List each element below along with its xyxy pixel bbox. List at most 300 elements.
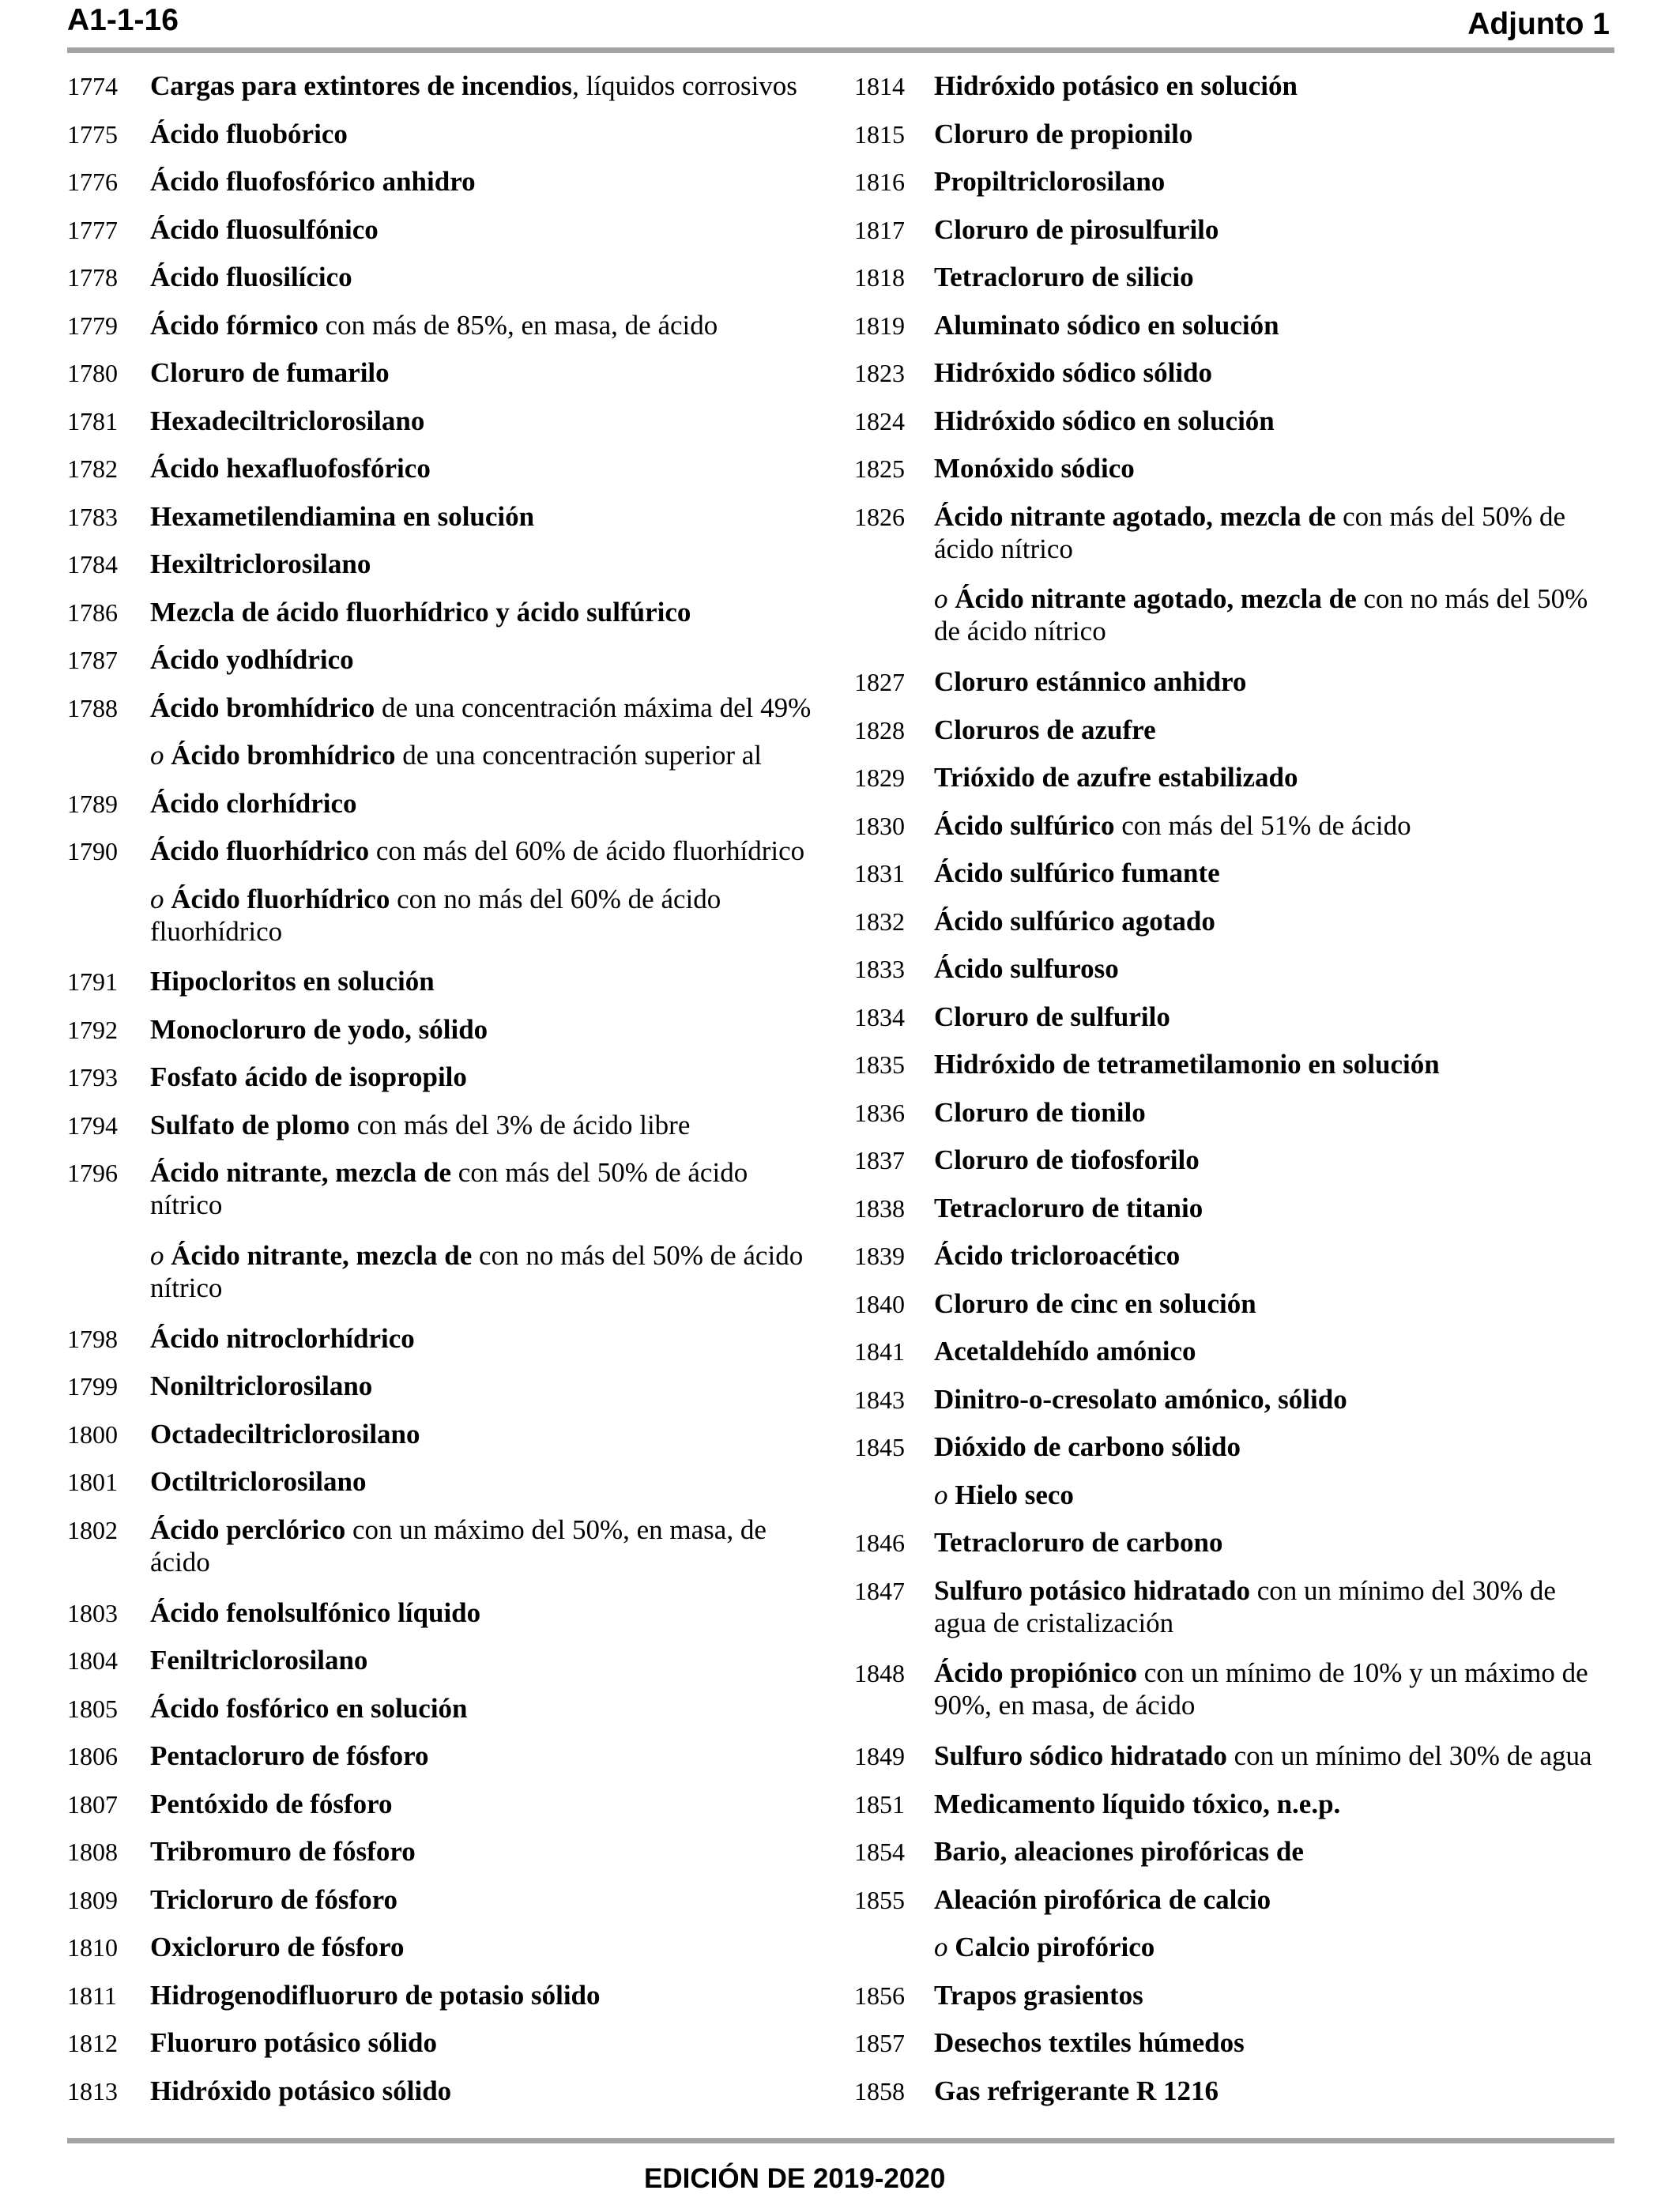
entry-line-continued: nítrico	[150, 1189, 223, 1221]
entry-description	[934, 356, 1212, 389]
entry-description	[150, 1061, 467, 1093]
substance-qualifier: con más del 50% de	[1343, 500, 1566, 532]
substance-name: Hidróxido sódico en solución	[934, 405, 1275, 436]
entry-description	[150, 1322, 415, 1355]
substance-name: Octiltriclorosilano	[150, 1466, 367, 1498]
un-number: 1796	[67, 1159, 118, 1188]
entry-line	[934, 1835, 1304, 1868]
entry-row	[854, 1788, 1613, 1820]
entry-description	[934, 70, 1298, 102]
entry-row	[67, 165, 818, 198]
substance-name: Ácido fluorhídrico	[150, 835, 370, 866]
un-number: 1787	[67, 646, 118, 674]
entry-line	[150, 309, 718, 341]
entry-row	[854, 761, 1613, 794]
substance-qualifier: con más del 3% de ácido libre	[356, 1109, 691, 1140]
entry-description	[150, 1013, 488, 1046]
substance-name: Bario, aleaciones pirofóricas de	[934, 1836, 1304, 1868]
un-list-right-column	[854, 70, 1613, 2122]
entry-line	[934, 500, 1565, 533]
substance-name: Monocloruro de yodo, sólido	[150, 1013, 488, 1045]
entry-line	[150, 165, 476, 198]
entry-line	[934, 905, 1215, 937]
un-number: 1781	[67, 406, 118, 435]
substance-name: Hexiltriclorosilano	[150, 548, 371, 579]
substance-name: Hidróxido potásico sólido	[150, 2075, 452, 2106]
entry-row	[854, 905, 1613, 937]
un-number: 1803	[67, 1598, 118, 1627]
un-number: 1792	[67, 1015, 118, 1044]
un-number: 1805	[67, 1694, 118, 1723]
un-number: 1848	[854, 1659, 905, 1688]
un-number: 1819	[854, 311, 905, 340]
entry-line	[150, 500, 534, 533]
un-number: 1801	[67, 1468, 118, 1497]
entry-row	[854, 500, 1613, 565]
entry-row	[854, 1479, 1613, 1511]
un-list-left-column	[67, 70, 818, 2122]
entry-row	[67, 1835, 818, 1868]
entry-row	[67, 452, 818, 484]
un-number: 1826	[854, 502, 905, 531]
entry-description	[934, 857, 1220, 889]
entry-line	[150, 1644, 367, 1676]
entry-line	[150, 1835, 416, 1868]
substance-name: Ácido fenolsulfónico líquido	[150, 1596, 481, 1628]
entry-line	[934, 1883, 1271, 1916]
entry-description	[150, 118, 348, 150]
substance-name: Trapos grasientos	[934, 1979, 1143, 2011]
entry-line	[150, 1514, 767, 1546]
attachment-label: Adjunto 1	[1467, 7, 1610, 41]
substance-name: Tricloruro de fósforo	[150, 1883, 398, 1915]
entry-row	[67, 1465, 818, 1498]
entry-row	[67, 835, 818, 867]
substance-name: Ácido fosfórico en solución	[150, 1692, 468, 1724]
substance-name: Ácido nitrante, mezcla de	[150, 1157, 452, 1189]
substance-qualifier: con no más del 50% de ácido	[479, 1240, 804, 1272]
un-number: 1808	[67, 1838, 118, 1867]
entry-description	[934, 1979, 1143, 2011]
un-number: 1804	[67, 1646, 118, 1676]
substance-name: Hidróxido sódico sólido	[934, 357, 1213, 388]
entry-description	[934, 905, 1215, 937]
entry-line-continued: agua de cristalización	[934, 1607, 1174, 1638]
entry-line	[934, 1048, 1440, 1080]
entry-row	[67, 965, 818, 997]
substance-name: Calcio pirofórico	[955, 1932, 1155, 1963]
entry-description	[934, 1431, 1241, 1463]
entry-row	[854, 1287, 1613, 1320]
entry-line	[150, 2075, 451, 2107]
entry-line	[150, 548, 371, 580]
entry-row	[67, 1979, 818, 2011]
entry-row	[854, 1574, 1613, 1639]
substance-name: Ácido bromhídrico	[171, 740, 396, 771]
un-number: 1802	[67, 1515, 118, 1544]
un-number: 1857	[854, 2029, 905, 2058]
un-number: 1845	[854, 1433, 905, 1462]
entry-description	[934, 1740, 1592, 1772]
entry-description	[150, 787, 357, 820]
un-number: 1825	[854, 454, 905, 483]
entry-description	[934, 1835, 1304, 1868]
entry-description	[934, 665, 1246, 698]
entry-row	[854, 1048, 1613, 1080]
entry-line	[934, 1383, 1347, 1416]
substance-qualifier: de una concentración superior al	[402, 740, 763, 771]
entry-row	[67, 787, 818, 820]
entry-row	[854, 1144, 1613, 1176]
entry-row	[854, 213, 1613, 246]
un-number: 1807	[67, 1789, 118, 1819]
substance-name: Monóxido sódico	[934, 453, 1135, 484]
substance-name: Ácido nitrante agotado, mezcla de	[955, 583, 1357, 615]
entry-description	[934, 405, 1275, 437]
substance-qualifier: con más del 60% de ácido fluorhídrico	[375, 835, 805, 866]
entry-row	[854, 1096, 1613, 1129]
entry-line	[934, 1239, 1180, 1272]
entry-line	[150, 787, 357, 820]
entry-line	[150, 1322, 415, 1355]
un-number: 1843	[854, 1385, 905, 1414]
entry-row	[67, 1061, 818, 1093]
un-number: 1829	[854, 763, 905, 793]
substance-qualifier: con más del 51% de ácido	[1121, 809, 1411, 841]
entry-description	[934, 582, 1588, 647]
entry-description	[934, 1001, 1170, 1033]
substance-name: Ácido nitrante agotado, mezcla de	[934, 500, 1336, 532]
substance-name: Hidróxido de tetrametilamonio en solución	[934, 1049, 1440, 1080]
substance-name: Desechos textiles húmedos	[934, 2027, 1245, 2059]
un-number: 1774	[67, 72, 118, 100]
substance-name: Propiltriclorosilano	[934, 166, 1166, 197]
substance-name: Acetaldehído amónico	[934, 1336, 1196, 1367]
un-number: 1800	[67, 1419, 118, 1449]
substance-name: Cloruro de pirosulfurilo	[934, 213, 1219, 245]
un-number: 1806	[67, 1742, 118, 1771]
substance-name: Hipocloritos en solución	[150, 966, 435, 997]
substance-name: Ácido perclórico	[150, 1514, 346, 1545]
entry-line	[934, 261, 1194, 293]
un-number: 1836	[854, 1098, 905, 1127]
un-number: 1834	[854, 1002, 905, 1031]
substance-name: Ácido fluorhídrico	[171, 883, 390, 914]
entry-description	[150, 500, 534, 533]
entry-description	[934, 761, 1298, 794]
entry-description	[150, 1788, 393, 1820]
un-number: 1856	[854, 1981, 905, 2010]
un-number: 1831	[854, 859, 905, 888]
entry-description	[934, 1526, 1223, 1559]
entry-description	[150, 213, 379, 246]
entry-row	[854, 165, 1613, 198]
entry-description	[934, 1335, 1196, 1367]
substance-name: Cloruro de tiofosforilo	[934, 1144, 1200, 1176]
entry-row	[67, 309, 818, 341]
substance-name: Aluminato sódico en solución	[934, 309, 1279, 341]
un-number: 1811	[67, 1981, 117, 2010]
alternative-marker: o	[150, 1240, 164, 1272]
entry-row	[854, 261, 1613, 293]
entry-row	[67, 1931, 818, 1963]
substance-qualifier: de una concentración máxima del 49%	[381, 692, 812, 723]
entry-description	[150, 356, 390, 389]
entry-line	[934, 1657, 1588, 1689]
un-number: 1778	[67, 263, 118, 292]
entry-line	[150, 1156, 748, 1189]
substance-name: Sulfuro potásico hidratado	[934, 1574, 1250, 1606]
entry-description	[150, 1692, 468, 1725]
substance-name: Ácido nitrante, mezcla de	[171, 1240, 473, 1272]
entry-row	[67, 1156, 818, 1221]
entry-description	[150, 1418, 420, 1450]
entry-description	[934, 714, 1156, 746]
entry-description	[150, 643, 354, 676]
entry-row	[854, 2075, 1613, 2107]
substance-name: Trióxido de azufre estabilizado	[934, 762, 1298, 794]
entry-line	[150, 1061, 467, 1093]
un-number: 1789	[67, 789, 118, 818]
substance-name: Ácido clorhídrico	[150, 787, 357, 819]
entry-description	[150, 739, 762, 771]
entry-line	[934, 582, 1588, 615]
entry-row	[854, 1657, 1613, 1721]
un-number: 1791	[67, 967, 118, 997]
entry-row	[854, 1835, 1613, 1868]
substance-name: Ácido sulfúrico agotado	[934, 905, 1215, 937]
un-number: 1832	[854, 907, 905, 936]
entry-description	[934, 1574, 1556, 1639]
substance-name: Tetracloruro de titanio	[934, 1192, 1203, 1223]
substance-name: Sulfato de plomo	[150, 1109, 350, 1140]
un-number: 1846	[854, 1529, 905, 1558]
entry-row	[67, 739, 818, 771]
entry-description	[150, 1644, 367, 1676]
substance-name: Ácido bromhídrico	[150, 692, 375, 723]
entry-line	[150, 692, 811, 724]
un-number: 1824	[854, 406, 905, 435]
substance-name: Fluoruro potásico sólido	[150, 2027, 438, 2059]
substance-name: Hidrogenodifluoruro de potasio sólido	[150, 1979, 601, 2011]
alternative-marker: o	[150, 883, 164, 914]
un-number: 1816	[854, 168, 905, 196]
un-number: 1776	[67, 168, 118, 196]
entry-row	[67, 70, 818, 102]
substance-name: Hexadeciltriclorosilano	[150, 405, 425, 436]
un-number: 1786	[67, 598, 118, 627]
un-number: 1823	[854, 359, 905, 387]
entry-row	[854, 356, 1613, 389]
entry-row	[67, 2026, 818, 2059]
un-number: 1854	[854, 1838, 905, 1867]
substance-name: Gas refrigerante R 1216	[934, 2075, 1219, 2106]
header-rule	[67, 47, 1614, 53]
substance-name: Medicamento líquido tóxico, n.e.p.	[934, 1788, 1341, 1819]
entry-row	[67, 1644, 818, 1676]
substance-name: Cloruro de fumarilo	[150, 357, 390, 388]
un-number: 1777	[67, 215, 118, 244]
substance-name: Tribromuro de fósforo	[150, 1836, 416, 1868]
entry-line-continued: ácido	[150, 1546, 210, 1578]
entry-line-continued: ácido nítrico	[934, 533, 1073, 564]
substance-name: Mezcla de ácido fluorhídrico y ácido sulfúrico	[150, 596, 691, 628]
substance-name: Ácido sulfúrico	[934, 809, 1115, 841]
un-number: 1798	[67, 1324, 118, 1353]
substance-name: Sulfuro sódico hidratado	[934, 1740, 1227, 1772]
entry-description	[934, 452, 1135, 484]
entry-description	[934, 1788, 1340, 1820]
un-number: 1837	[854, 1146, 905, 1175]
entry-row	[67, 1596, 818, 1629]
entry-description	[934, 165, 1165, 198]
un-number: 1833	[854, 955, 905, 984]
un-number: 1775	[67, 119, 118, 149]
substance-name: Oxicloruro de fósforo	[150, 1932, 405, 1963]
substance-qualifier: con no más del 50%	[1363, 583, 1588, 615]
entry-description	[150, 692, 811, 724]
entry-description	[934, 952, 1119, 985]
entry-description	[150, 883, 721, 948]
substance-name: Ácido nitroclorhídrico	[150, 1322, 415, 1354]
entry-row	[67, 1418, 818, 1450]
entry-description	[934, 1048, 1440, 1080]
un-number: 1783	[67, 502, 118, 531]
entry-row	[67, 548, 818, 580]
substance-name: Hexametilendiamina en solución	[150, 500, 535, 532]
alternative-marker: o	[934, 583, 948, 615]
alternative-marker: o	[150, 740, 164, 771]
entry-line	[934, 213, 1219, 246]
entry-row	[854, 70, 1613, 102]
entry-description	[150, 1465, 366, 1498]
substance-name: Cloruro estánnico anhidro	[934, 666, 1247, 698]
entry-description	[150, 1931, 404, 1963]
entry-description	[934, 1479, 1074, 1511]
edition-label: EDICIÓN DE 2019-2020	[644, 2163, 946, 2194]
entry-row	[67, 1013, 818, 1046]
substance-name: Ácido fluosulfónico	[150, 213, 379, 245]
un-number: 1818	[854, 263, 905, 292]
entry-line	[934, 118, 1192, 150]
entry-line-continued: nítrico	[150, 1272, 223, 1304]
substance-name: Ácido fluobórico	[150, 118, 348, 149]
un-number: 1851	[854, 1789, 905, 1819]
substance-qualifier: con un mínimo de 10% y un máximo de	[1143, 1657, 1588, 1689]
entry-row	[67, 213, 818, 246]
entry-line	[150, 70, 797, 102]
entry-line	[934, 857, 1220, 889]
entry-line	[934, 714, 1156, 746]
entry-description	[150, 965, 435, 997]
entry-row	[67, 596, 818, 628]
entry-description	[934, 118, 1192, 150]
substance-name: Dióxido de carbono sólido	[934, 1431, 1241, 1463]
un-number: 1838	[854, 1193, 905, 1223]
entry-row	[854, 2026, 1613, 2059]
substance-name: Tetracloruro de silicio	[934, 262, 1194, 292]
entry-description	[150, 1156, 748, 1221]
entry-line	[150, 1239, 803, 1272]
entry-description	[150, 1835, 416, 1868]
entry-row	[854, 1526, 1613, 1559]
entry-description	[934, 1192, 1203, 1224]
substance-name: Ácido tricloroacético	[934, 1240, 1181, 1272]
entry-line	[934, 356, 1212, 389]
entry-line	[150, 2026, 437, 2059]
entry-line	[934, 1096, 1146, 1129]
entry-line	[150, 1596, 480, 1629]
entry-line	[150, 452, 431, 484]
entry-row	[67, 1322, 818, 1355]
substance-name: Pentacloruro de fósforo	[150, 1740, 429, 1772]
substance-qualifier: con un mínimo del 30% de	[1256, 1574, 1556, 1606]
entry-line	[934, 1526, 1223, 1559]
un-number: 1839	[854, 1242, 905, 1271]
entry-line	[150, 835, 804, 867]
entry-row	[67, 2075, 818, 2107]
entry-description	[150, 548, 371, 580]
entry-description	[934, 809, 1411, 842]
substance-qualifier: , líquidos corrosivos	[572, 70, 797, 101]
entry-line	[934, 70, 1298, 102]
entry-line	[934, 1001, 1170, 1033]
un-number: 1840	[854, 1289, 905, 1318]
entry-line	[934, 1931, 1155, 1963]
entry-row	[854, 952, 1613, 985]
entry-line	[150, 1692, 468, 1725]
entry-description	[150, 309, 718, 341]
un-number: 1835	[854, 1050, 905, 1080]
entry-row	[67, 500, 818, 533]
entry-line	[150, 1979, 601, 2011]
entry-row	[854, 1431, 1613, 1463]
entry-row	[67, 1109, 818, 1141]
entry-line	[150, 1465, 366, 1498]
entry-description	[934, 1287, 1256, 1320]
entry-line	[934, 1479, 1074, 1511]
entry-row	[854, 1383, 1613, 1416]
entry-line	[934, 2026, 1245, 2059]
entry-description	[934, 500, 1565, 565]
entry-line	[150, 1883, 397, 1916]
un-number: 1814	[854, 72, 905, 100]
entry-description	[934, 2075, 1219, 2107]
entry-description	[150, 1109, 690, 1141]
substance-name: Cloruro de sulfurilo	[934, 1001, 1170, 1032]
entry-description	[934, 1383, 1347, 1416]
entry-description	[934, 2026, 1245, 2059]
entry-line	[934, 1287, 1256, 1320]
substance-qualifier: con más del 50% de ácido	[458, 1157, 748, 1189]
entry-line	[934, 809, 1411, 842]
alternative-marker: o	[934, 1932, 948, 1963]
substance-name: Cloruro de propionilo	[934, 118, 1193, 149]
un-number: 1847	[854, 1576, 905, 1605]
entry-row	[67, 692, 818, 724]
entry-description	[150, 1370, 372, 1402]
entry-description	[934, 213, 1219, 246]
substance-qualifier: con un máximo del 50%, en masa, de	[352, 1514, 767, 1545]
un-number: 1784	[67, 550, 118, 579]
entry-row	[854, 665, 1613, 698]
entry-row	[854, 309, 1613, 341]
entry-description	[150, 596, 691, 628]
entry-line	[150, 261, 352, 293]
entry-row	[854, 405, 1613, 437]
entry-row	[67, 643, 818, 676]
substance-name: Dinitro-o-cresolato amónico, sólido	[934, 1383, 1347, 1415]
